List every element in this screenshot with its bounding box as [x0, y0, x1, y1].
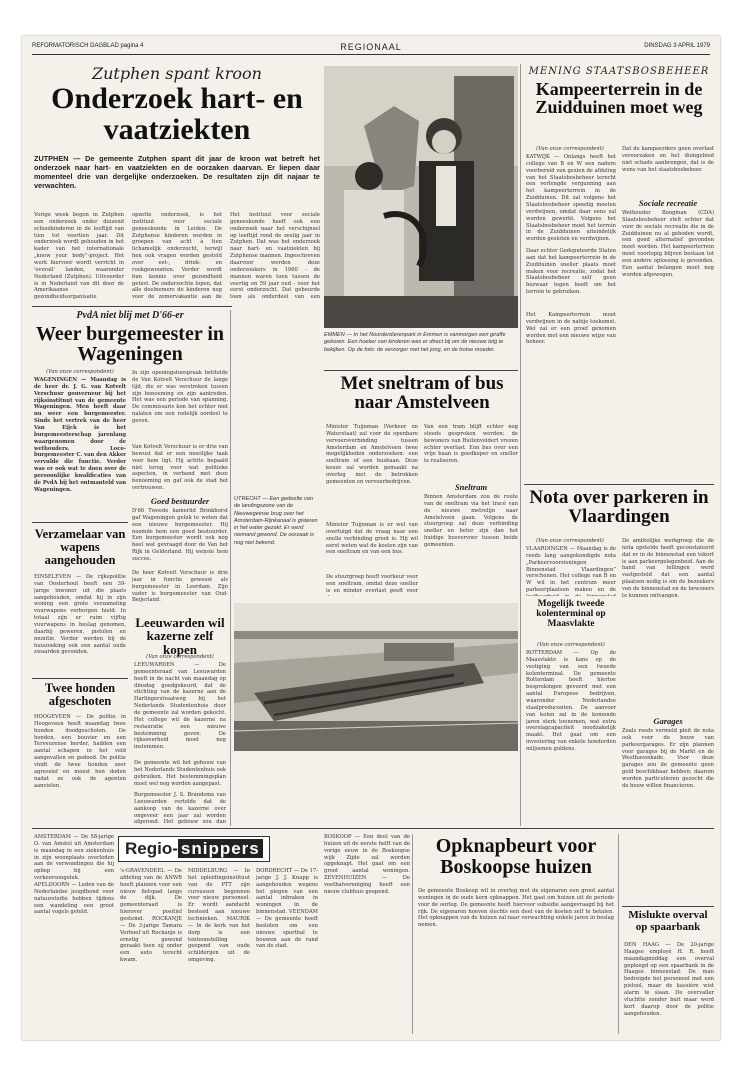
boskoop-headline: Opknapbeurt voor Boskoopse huizen — [435, 835, 597, 878]
utrecht-photo-image — [234, 603, 518, 751]
divider — [32, 522, 128, 523]
header-section: REGIONAAL — [340, 42, 402, 52]
wageningen-body-3: Van Kotvelt Verschuur is er drie van bewust dat er een moeilijke taak voor hem ligt. Hij achtte bepaald niet terug voor wat politieke aspecten, in verband met deze benoeming en gaf ook de stad het vertrouwen. — [132, 444, 228, 492]
bus-headline: Met sneltram of bus naar Amstelveen — [340, 373, 504, 414]
overval-body: DEN HAAG — De 20-jarige Haagse employé H. R. heeft maandagmiddag een overval gepleegd op een spaarbank in de Haagse binnenstad. De man bedreigde het personeel met een pistool, maar de kassière wist alarm te slaan. De overvaller vluchtte zonder buit maar werd kort daarop door de politie aangehouden. — [624, 942, 714, 1017]
snippers-logo-text: snippers — [178, 839, 263, 858]
kolen-body: ROTTERDAM — Op de Maasvlakte is kans op de vestiging van een tweede kolenterminal. De gemeente Rotterdam heeft hiertoe besprekingen gevoerd met een aantal Europese bedrijven, waaronder Nederlandse staalproducenten. De aanvoer van kolen zal in de komende jaren sterk toenemen, wat extra overslagcapaciteit noodzakelijk maakt. Het gaat om een investering van enkele honderden miljoenen guldens. — [526, 650, 616, 753]
overval-headline: Mislukte overval op spaarbank — [628, 909, 708, 933]
wageningen-body-5: De heer Kotvelt Verschuur is drie jaar in functie geweest als burgemeester in Leerdam. Zijn vader is burgemeester van Oud-Beijerland. — [132, 570, 228, 604]
regio-col-4: DORDRECHT — De 17-jarige J. J. Knapp is aangehouden wegens het plegen van een aantal inbraken in woningen in de binnenstad. VEENDAM — De gemeente heeft besloten om een nieuwe sporthal te bouwen aan de rand van de stad. — [256, 868, 318, 950]
zutphen-body-3: Het instituut voor sociale geneeskunde heeft ook een onderzoek naar het verschijnsel op leeftijd rond de zestig jaar in Zutphen. Dat was het onderzoek naar hart- en vaatziekten bij Zutphense mannen. Ingeschreven daarvoor werden deze onderzoekers in 1960 - de mannen waren toen tussen de veertig en 59 jaar oud - voor het eerst onderzocht. Dat gebeurde toen als onderdeel van een — [230, 212, 320, 300]
regio-snippers-logo — [118, 836, 270, 862]
regio-col-2: 's-GRAVENDEEL — De afdeling van de ANWB heeft plannen voor een nieuw fietspad langs de dijk. De gemeenteraad is hierover positief gestemd. ROCKANJE — De 3-jarige Tamara Verhoef uit Rockanje is ernstig gewond geraakt toen zij onder een auto terecht kwam. — [120, 868, 182, 964]
zutphen-lead: ZUTPHEN — De gemeente Zutphen spant dit jaar de kroon wat betreft het onderzoek naar hart- en vaatziekten en de oorzaken daarvan. Er liepen daar momenteel drie van dergelijke onderzoeken. De resultaten zijn dit najaar te verwachten. — [34, 154, 320, 191]
column-rule — [520, 64, 521, 826]
zutphen-headline: Onderzoek hart- en vaatziekten — [51, 82, 303, 146]
parkeren-body-3: Zoals reeds vermeld pleit de nota ook voor de bouw van parkeergarages. Er zijn plannen voor garages bij de Markt en de Westhavenkade. Voor deze garages zou de gemeente geen geld beschikbaar hebben; daarom worden particulieren gezocht die de bouw willen financieren. — [622, 728, 714, 789]
zutphen-body-2: opzette onderzoek, is het instituut voor sociale geneeskunde in Leiden. De Zutphense kinderen worden in groepen van acht à tien lichamelijk onderzocht, terwijl hen ook vragen worden gesteld over eet-, drink- en rookgewoonten. Verder wordt hun kennis over gezondheid getest. De onderzochte lopen, dat alle deelnemers de kinderen nog voor de zomervakantie aan de — [132, 212, 222, 300]
parkeren-headline: Nota over parkeren in Vlaardingen — [529, 487, 709, 528]
header-date: DINSDAG 3 APRIL 1979 — [644, 43, 710, 49]
kamperen-sub-1: Sociale recreatie — [638, 198, 698, 208]
bus-body-4: Van een tram blijft echter nog steeds gesproken worden; de bewoners van Buitenveldert vrezen echter overlast. Een bus over een vrije baan is goedkoper en sneller te realiseren. — [424, 424, 518, 465]
kolen-headline: Mogelijk tweede kolenterminal op Maasvlakte — [536, 599, 606, 629]
kamperen-kicker: MENING STAATSBOSBEHEER — [528, 66, 710, 77]
kamperen-body-5: Wethouder Boogman (CDA) Staatsbosbeheer stelt echter dat voor de sociale recreatie die in de Zuidduinen nu al geboden wordt, een goed alternatief gevonden moet worden. Het kampeerterrein moet voorlopig blijven bestaan tot een andere oplossing is gevonden. Een aantal belangen moet nog worden afgewogen. — [622, 210, 714, 278]
bus-body-1: Minister Tuijnman (Verkeer en Waterstaat) zal voor de openbare vervoersverbinding tussen Amsterdam en Amstelveen twee mogelijkheden onderzoeken: een sneltram of een busbaan. Deze keuze zal worden gemaakt na overleg met de betrokken gemeenten en vervoerbedrijven. — [326, 424, 418, 485]
kamperen-body-1: KATWIJK — Onlangs heeft het college van B en W een nadere voorbereid van gezien de afdeling van het Staatsbosbeheer terecht een verlengde vergunning aan het kampeerterrein in de Zuidduinen. Dit zal volgens het Staatsbosbeheer spoedig moeten verdwijnen, omdat daar eens zal worden gewerkt. Volgens het Staatsbosbeheer moet het terrein in de Zuidduinen uiteindelijk worden gesloten en verdwijnen. — [526, 154, 616, 243]
divider — [524, 484, 714, 485]
wageningen-kicker: PvdA niet blij met D'66-er — [76, 310, 184, 321]
bus-sub-1: Sneltram — [454, 482, 488, 492]
leeuwarden-headline: Leeuwarden wil kazerne zelf kopen — [135, 615, 225, 657]
regio-col-3: MIDDELBURG — In het opleidingsinstituut van de PTT zijn cursussen begonnen voor nieuw personeel. Er wordt aandacht besteed aan nieuwe technieken. MAURIK — In de kerk van het dorp is een tentoonstelling geopend van oude schilderijen uit de omgeving. — [188, 868, 250, 964]
bus-body-5: Binnen Amsterdam zou de route van de sneltram via het tracé van de nieuwe metrolijn naar Amstelveen gaan. Volgens de stuurgroep zal deze verbinding sneller en beter zijn dan het huidige busvervoer tussen beide gemeenten. — [424, 494, 518, 549]
divider — [32, 306, 232, 307]
regio-col-1: AMSTERDAM — De 58-jarige O. van Amstel uit Amsterdam is maandag in een ziekenhuis in zijn woonplaats overleden aan de verwondingen die hij opliep bij een verkeersongeluk. APELDOORN — Leden van de Nederlandse jeugdbond voor natuurstudie hebben tijdens een wandeling een groot aantal vogels geteld. — [34, 834, 114, 916]
leeuwarden-byline: (Van onze correspondent) — [146, 654, 214, 660]
wageningen-body-1: WAGENINGEN — Maandag is de heer dr. J. G. van Kotvelt Verschuur gouverneur bij het rijksinstituut van de gemeente Wageningen. Men heeft daar nu weer een burgemeester. Sinds het vertrek van de heer Van Eijck is het burgemeesterschap jarenlang waargenomen door de wethouders. Loco-burgemeester C. van den Akker vervulde die functie. Verder was er ook wat te doen over de persoonlijke kwalificaties van de PvdA bij het ontmanteld van Wageningen. — [34, 377, 126, 493]
kamperen-headline: Kampeerterrein in de Zuidduinen moet weg — [535, 79, 703, 118]
kamperen-body-3: Het Kampeerterrein moet verdwijnen in de nabije toekomst. Wel zal er een proef genomen worden met een nieuwe wijze van beheer. — [526, 312, 616, 346]
bus-body-3: De stuurgroep heeft voorkeur voor een sneltram, omdat deze sneller is en minder overlast geeft voor — [326, 574, 418, 594]
utrecht-caption: UTRECHT — Een gedeelte van de landingszone van de Nieuwegeinse brug over het Amsterdam-Rijnkanaal is gisteren in het water gezakt. Er werd niemand gewond. De oorzaak is nog niet bekend. — [234, 496, 318, 546]
divider — [622, 906, 714, 907]
column-rule — [618, 834, 619, 1034]
kamperen-body-4: Dat de kampeerders geen overlast veroorzaken en het duingebied niet schade aanbrengen, dat is de wens van het staatsbosbeheer. — [622, 146, 714, 173]
leeuwarden-body-1: LEEUWARDEN — De gemeenteraad van Leeuwarden heeft in de nacht van maandag op dinsdag goedgekeurd, dat de stichting van de kazerne aan de Harlingerstraatweg bij het Nederlands Studentenhuis door de gemeente zal worden gekocht. Het college wil de kazerne na restauratie een nieuwe bestemming geven. De rijksoverheid moet nog instemmen. — [134, 662, 226, 751]
divider — [32, 678, 128, 679]
wageningen-byline: (Van onze correspondent) — [46, 369, 114, 375]
page-header — [32, 40, 710, 55]
column-rule — [412, 834, 413, 1034]
parkeren-byline: (Van onze correspondent) — [536, 538, 604, 544]
emmen-photo-image — [324, 66, 518, 328]
regio-logo-text: Regio- — [125, 839, 178, 858]
wapens-body: EINSELEVEN — De rijkspolitie van Oosterhout heeft een 39-jarige inwoner uit die plaats aangehouden, omdat hij in zijn woning een grote verzameling vuurwapens verborgen hield. In totaal zijn er ruim vijftig vuurwapens in beslag genomen, daarbij geweren, pistolen en munitie. Verder werden bij de huiszoeking ook een aantal oude zwaarden gevonden. — [34, 574, 126, 656]
zutphen-body-1: Vorige week begon in Zutphen een onderzoek onder duizend schoolkinderen in de leeftijd van tien tot veertien jaar. Dit onderzoek wordt gehouden in het kader van het internationale „know your body”-project. Het werk hiervoor wordt verricht in 'overall' landen, waaronder Nederland (Zutphen). Uitvoerder is in Nederland van dit door de Amerikaanse gezondheidsorganisatie — [34, 212, 124, 300]
header-left: REFORMATORISCH DAGBLAD pagina 4 — [32, 43, 144, 49]
parkeren-sub-1: Garages — [653, 716, 683, 726]
wageningen-body-4: D'66 Tweede kamerlid Brinkhorst gaf Wageningen geluk te weten dat een nieuwe burgemeester. Hij noemde hem een goed bestuurder. Een burgemeester wordt ook nog heel wat gevraagd door de Van het Rijk in Gelderland. Hij wenste hem succes. — [132, 508, 228, 563]
parkeren-body-1: VLAARDINGEN — Maandag is de reeds lang aangekondigde nota „Parkeervoorzieningen Binnenstad Vlaardingen” verschenen. Het college van B en W wil in het centrum meer parkeerplaatsen maken en de — [526, 546, 616, 594]
kolen-byline: (Van onze correspondent) — [537, 642, 605, 648]
emmen-photo — [324, 66, 518, 328]
utrecht-photo — [234, 603, 518, 751]
wageningen-sub-1: Goed bestuurder — [150, 496, 210, 506]
leeuwarden-body-2: De gemeente wil het gebouw van het Nederlands Studentenhuis ook gebruiken. Het bestemmingsplan moet wel nog worden aangepast. — [134, 760, 226, 787]
kamperen-byline: (Van onze correspondent) — [536, 146, 604, 152]
wageningen-body-2: In zijn openingstoespraak betitelde de Van Kotvelt Verschuur de lange tijd, die er was verstreken tussen zijn benoeming en zijn aantreden. Het was een periode van spanning. De commissaris kon het echter niet nalaten om een redelijk oordeel te geven. — [132, 370, 228, 425]
bus-body-2: Minister Tuijnman is er wel van overtuigd dat de vraag naar een snelle verbinding groot is. Hij wil eerst weten wat de kosten zijn van een sneltram en van een bus. — [326, 522, 418, 556]
divider — [32, 828, 714, 829]
honden-body: HOOGEVEEN — De politie in Hoogeveen heeft maandag twee honden doodgeschoten. De honden, een bouvier en een Terveurense herder, hadden een aantal schapen in het veld aangevallen en gedood. De politie vindt de twee honden zeer agressief en moest hen doden nadat ze ook de agenten aanvielen. — [34, 714, 126, 789]
leeuwarden-body-3: Burgemeester J. S. Brandsma van Leeuwarden vertelde dat de aankoop van de kazerne over ongeveer een jaar zal worden afgerond. Het gebouw zou dan — [134, 792, 226, 824]
newspaper-page — [22, 36, 720, 1040]
emmen-caption: EMMEN — In het Noorderdierenpark in Emmen is vanmorgen een giraffe geboren. Een hoeker van kinderen was er direct bij om de nieuwe telg te bekijken. Op de foto: de verzorger met het jong, en de trotse moeder. — [324, 332, 506, 353]
column-rule — [230, 310, 231, 826]
wageningen-headline: Weer burgemeester in Wageningen — [35, 323, 225, 366]
zutphen-kicker: Zutphen spant kroon — [92, 64, 262, 83]
wapens-headline: Verzamelaar van wapens aangehouden — [34, 527, 126, 567]
honden-headline: Twee honden afgeschoten — [44, 681, 116, 708]
regio-col-5: BOSKOOP — Een deel van de huizen uit de eerste helft van de vorige eeuw in de Boskoopse wijk Zijde zal worden opgeknapt. Het gaat om een groot aantal woningen. ZEVENHUIZEN — De voetbalvereniging heeft een nieuw clubhuis geopend. — [324, 834, 410, 895]
parkeren-body-2: De ambtelijke werkgroep die de nota opstelde heeft geconstateerd dat er in de binnenstad een tekort is aan parkeergelegenheid. Aan de hand van tellingen werd vastgesteld dat een aantal plaatsen nodig is om de bezoekers van de binnenstad en de bewoners te kunnen ontvangen. — [622, 538, 714, 599]
divider — [324, 370, 518, 371]
kamperen-body-2: Daar echter Gedeputeerde Staten aan dat het kampeerterrein in de Zuidduinen sneller plaats moet maken voor recreatie, zodat het Staatsbosbeheer zelf geen bezwaar tegen heeft om het terrein te gebruiken. — [526, 248, 616, 296]
boskoop-body: De gemeente Boskoop wil in overleg met de eigenaren een groot aantal woningen in de oude kern opknappen. Het gaat om huizen uit de periode voor de oorlog. De gemeente heeft hiervoor subsidie aangevraagd bij het rijk. De eigenaren hoeven slechts een deel van de kosten zelf te betalen. Het opknappen van de huizen zal naar verwachting enkele jaren in beslag nemen. — [418, 888, 614, 929]
